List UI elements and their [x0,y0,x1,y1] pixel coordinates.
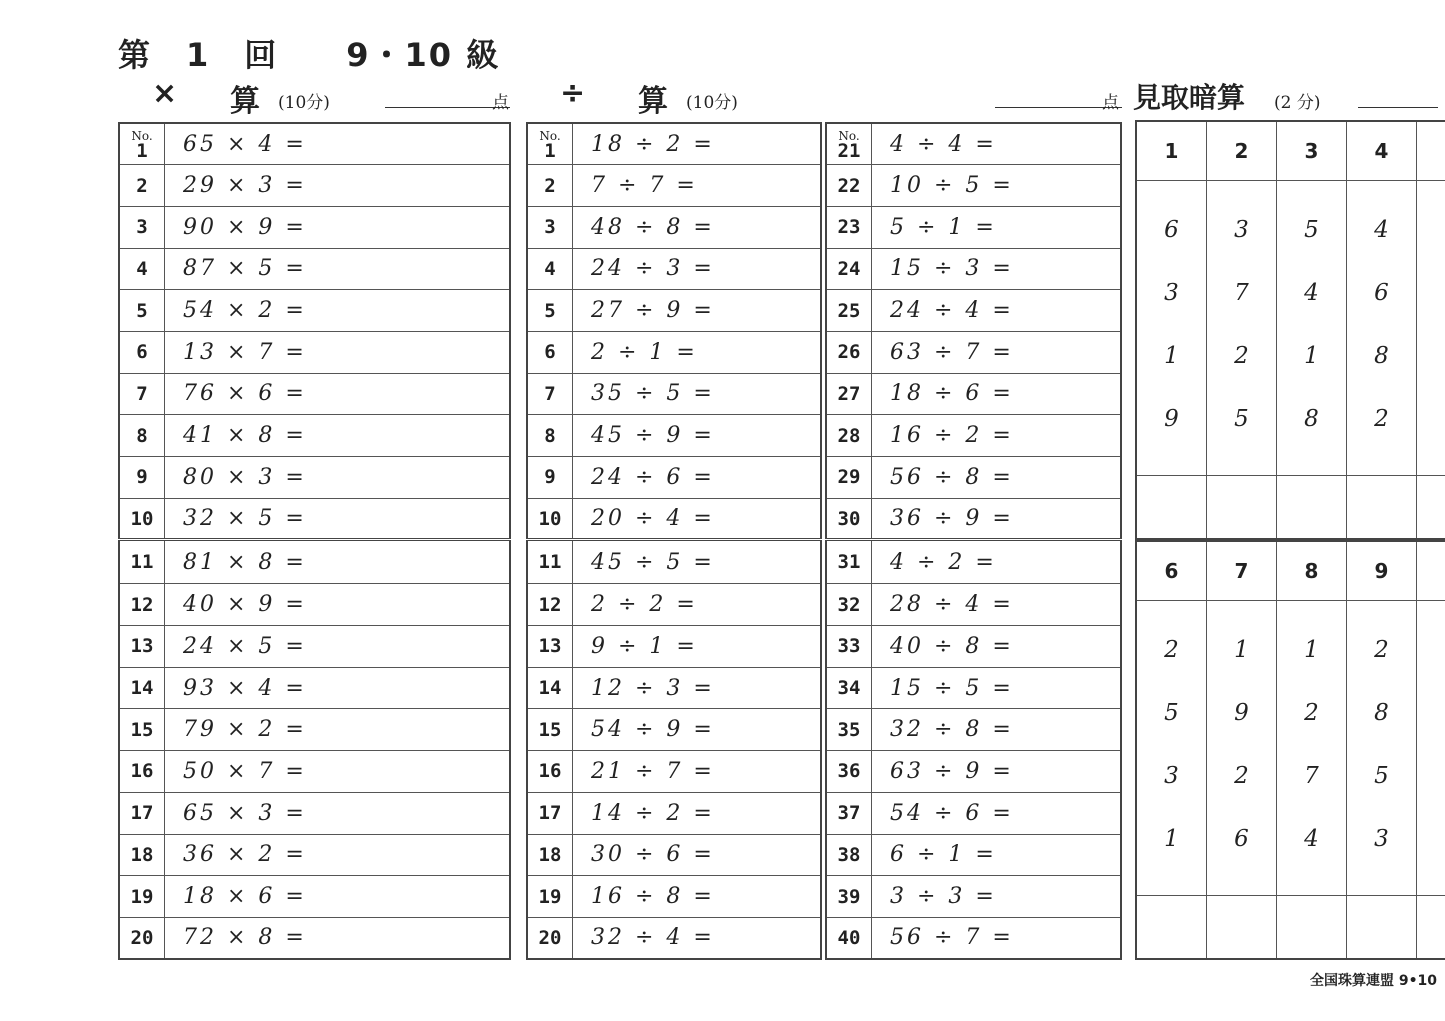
problem-number: 25 [826,290,872,332]
mental-answer-cell[interactable] [1277,896,1347,958]
problem-row [826,123,1121,165]
problem-number: 4 [119,248,165,290]
mental-column-values [1137,601,1207,895]
mental-value: 1 [1164,826,1179,852]
problem-number: 11 [527,540,573,584]
problem-expression[interactable]: 45 ÷ 9 = [573,415,822,457]
problem-row [527,165,821,207]
problem-row [826,584,1121,626]
problem-row [119,123,510,165]
problem-expression[interactable]: 65 × 4 = [165,123,511,165]
problem-row [527,373,821,415]
problem-number: 23 [826,206,872,248]
mental-value: 3 [1164,280,1179,306]
mental-column-number: 3 [1277,122,1347,180]
problem-row [527,457,821,499]
mental-column-values [1207,601,1277,895]
mental-answer-cell[interactable] [1347,476,1417,538]
problem-row [826,834,1121,876]
problem-row [527,626,821,668]
problem-expression[interactable]: 80 × 3 = [165,457,511,499]
problem-expression[interactable]: 63 ÷ 9 = [872,751,1122,793]
problem-expression[interactable]: 18 × 6 = [165,876,511,918]
problem-number: 22 [826,165,872,207]
problem-row [527,290,821,332]
mental-answer-cell[interactable] [1207,896,1277,958]
problem-row [826,206,1121,248]
mental-value: 4 [1304,280,1319,306]
problem-row [826,751,1121,793]
problem-number: 17 [119,792,165,834]
problem-row [826,498,1121,540]
problem-row [119,373,510,415]
problem-row [119,165,510,207]
mental-value: 3 [1374,826,1389,852]
problem-expression[interactable]: 79 × 2 = [165,709,511,751]
problem-expression[interactable]: 35 ÷ 5 = [573,373,822,415]
problem-row [119,917,510,959]
problem-expression[interactable]: 10 ÷ 5 = [872,165,1122,207]
problem-expression[interactable]: 90 × 9 = [165,206,511,248]
problem-row [119,540,510,584]
problem-expression[interactable]: 32 ÷ 4 = [573,917,822,959]
problem-expression[interactable]: 32 × 5 = [165,498,511,540]
mental-value: 3 [1234,217,1249,243]
problem-expression[interactable]: 81 × 8 = [165,540,511,584]
problem-number: 24 [826,248,872,290]
mental-column-number: 9 [1347,542,1417,600]
problem-expression[interactable]: 76 × 6 = [165,373,511,415]
problem-number: 40 [826,917,872,959]
problem-expression[interactable]: 56 ÷ 8 = [872,457,1122,499]
problem-number: No. 21 [826,123,872,165]
problem-number: 5 [119,290,165,332]
problem-expression[interactable]: 2 ÷ 1 = [573,331,822,373]
mental-column-values [1347,601,1417,895]
mental-grid-top [1135,120,1445,540]
problem-number: 15 [527,709,573,751]
problem-expression[interactable]: 32 ÷ 8 = [872,709,1122,751]
problem-number: 6 [119,331,165,373]
problem-row [527,792,821,834]
problem-expression[interactable]: 9 ÷ 1 = [573,626,822,668]
problem-number: 10 [119,498,165,540]
problem-expression[interactable]: 54 ÷ 6 = [872,792,1122,834]
problem-row [826,626,1121,668]
problem-row [119,248,510,290]
problem-row [119,709,510,751]
mental-partial-column [1417,542,1445,600]
problem-row [826,331,1121,373]
problem-row [119,290,510,332]
problem-number: 9 [527,457,573,499]
problem-number: No. 1 [119,123,165,165]
problem-expression[interactable]: 36 ÷ 9 = [872,498,1122,540]
problem-expression[interactable]: 24 ÷ 3 = [573,248,822,290]
problem-number: 16 [119,751,165,793]
problem-row [527,123,821,165]
problem-row [826,540,1121,584]
mental-answer-cell[interactable] [1137,476,1207,538]
mental-value: 3 [1164,763,1179,789]
problem-number: 20 [119,917,165,959]
problem-number: 19 [527,876,573,918]
problem-row [119,626,510,668]
division-symbol: ÷ [560,76,586,111]
problem-number: 28 [826,415,872,457]
problem-number: 27 [826,373,872,415]
mental-value: 1 [1304,637,1319,663]
no-label: No. [838,128,860,143]
problem-expression[interactable]: 18 ÷ 6 = [872,373,1122,415]
problem-number: 7 [119,373,165,415]
problem-number: 6 [527,331,573,373]
problem-expression[interactable]: 24 × 5 = [165,626,511,668]
problem-number: 38 [826,834,872,876]
problem-number: 18 [527,834,573,876]
problem-expression[interactable]: 15 ÷ 5 = [872,667,1122,709]
no-label: No. [539,128,561,143]
problem-row [527,540,821,584]
problem-expression[interactable]: 50 × 7 = [165,751,511,793]
problem-number: 8 [527,415,573,457]
problem-number: 32 [826,584,872,626]
mental-value: 1 [1164,343,1179,369]
mental-value: 2 [1374,637,1389,663]
problem-number: 8 [119,415,165,457]
mental-partial-column [1417,896,1445,958]
problem-row [527,584,821,626]
problem-number: 3 [527,206,573,248]
division-table-21-40 [825,122,1122,960]
mental-column-values [1277,601,1347,895]
problem-expression[interactable]: 7 ÷ 7 = [573,165,822,207]
problem-number: 34 [826,667,872,709]
problem-row [826,457,1121,499]
problem-row [119,331,510,373]
problem-expression[interactable]: 56 ÷ 7 = [872,917,1122,959]
mental-partial-column [1417,181,1445,475]
problem-expression[interactable]: 15 ÷ 3 = [872,248,1122,290]
problem-expression[interactable]: 48 ÷ 8 = [573,206,822,248]
mental-value: 4 [1304,826,1319,852]
problem-expression[interactable]: 65 × 3 = [165,792,511,834]
mental-value: 5 [1234,406,1249,432]
mental-partial-column [1417,122,1445,180]
problem-number: 39 [826,876,872,918]
mental-column-number: 8 [1277,542,1347,600]
mental-column-values [1277,181,1347,475]
problem-expression[interactable]: 93 × 4 = [165,667,511,709]
problem-number: 11 [119,540,165,584]
problem-row [826,373,1121,415]
mental-value: 9 [1234,700,1249,726]
division-table-1-20 [526,122,822,960]
mental-value: 1 [1234,637,1249,663]
problem-number: 12 [119,584,165,626]
page-title: 第 1 回 9・10 級 [118,36,501,74]
problem-number: No. 1 [527,123,573,165]
problem-row [826,792,1121,834]
problem-expression[interactable]: 16 ÷ 2 = [872,415,1122,457]
mental-answer-cell[interactable] [1347,896,1417,958]
problem-expression[interactable]: 54 ÷ 9 = [573,709,822,751]
problem-expression[interactable]: 45 ÷ 5 = [573,540,822,584]
problem-number: 10 [527,498,573,540]
mental-column-number: 7 [1207,542,1277,600]
problem-number: 14 [119,667,165,709]
problem-row [527,415,821,457]
problem-expression[interactable]: 72 × 8 = [165,917,511,959]
mental-value: 7 [1234,280,1249,306]
mental-grid-bottom [1135,540,1445,960]
mental-value: 6 [1374,280,1389,306]
problem-number: 30 [826,498,872,540]
problem-expression[interactable]: 28 ÷ 4 = [872,584,1122,626]
mental-answer-cell[interactable] [1277,476,1347,538]
problem-number: 31 [826,540,872,584]
problem-number: 14 [527,667,573,709]
mental-value: 2 [1234,343,1249,369]
problem-row [119,792,510,834]
problem-row [527,206,821,248]
problem-expression[interactable]: 87 × 5 = [165,248,511,290]
problem-expression[interactable]: 3 ÷ 3 = [872,876,1122,918]
problem-number: 20 [527,917,573,959]
mental-time: (2 分) [1274,93,1321,113]
problem-expression[interactable]: 36 × 2 = [165,834,511,876]
problem-number: 12 [527,584,573,626]
problem-expression[interactable]: 16 ÷ 8 = [573,876,822,918]
problem-number: 7 [527,373,573,415]
multiplication-table [118,122,511,960]
problem-row [527,876,821,918]
problem-number: 3 [119,206,165,248]
mental-partial-column [1417,601,1445,895]
mental-partial-column [1417,476,1445,538]
problem-row [527,917,821,959]
mental-answer-cell[interactable] [1137,896,1207,958]
problem-row [826,876,1121,918]
mental-column-values [1347,181,1417,475]
mental-value: 2 [1234,763,1249,789]
problem-expression[interactable]: 18 ÷ 2 = [573,123,822,165]
problem-row [119,206,510,248]
problem-expression[interactable]: 12 ÷ 3 = [573,667,822,709]
problem-row [119,584,510,626]
problem-number: 13 [119,626,165,668]
problem-expression[interactable]: 40 ÷ 8 = [872,626,1122,668]
problem-expression[interactable]: 30 ÷ 6 = [573,834,822,876]
problem-number: 9 [119,457,165,499]
mental-column-number: 1 [1137,122,1207,180]
problem-row [826,415,1121,457]
problem-expression[interactable]: 24 ÷ 6 = [573,457,822,499]
problem-expression[interactable]: 13 × 7 = [165,331,511,373]
problem-expression[interactable]: 29 × 3 = [165,165,511,207]
problem-expression[interactable]: 40 × 9 = [165,584,511,626]
mental-value: 8 [1304,406,1319,432]
mental-answer-cell[interactable] [1207,476,1277,538]
division-time: (10分) [686,93,738,113]
problem-row [826,290,1121,332]
problem-number: 13 [527,626,573,668]
problem-expression[interactable]: 5 ÷ 1 = [872,206,1122,248]
multiplication-heading: 算 [230,84,260,119]
problem-number: 37 [826,792,872,834]
problem-number: 29 [826,457,872,499]
problem-number: 36 [826,751,872,793]
problem-expression[interactable]: 41 × 8 = [165,415,511,457]
mental-score-line[interactable] [1358,107,1438,108]
problem-row [826,165,1121,207]
problem-row [119,751,510,793]
mental-value: 8 [1374,343,1389,369]
multiplication-time: (10分) [278,93,330,113]
problem-row [119,667,510,709]
mental-column-values [1137,181,1207,475]
problem-number: 2 [527,165,573,207]
problem-row [826,709,1121,751]
problem-expression[interactable]: 21 ÷ 7 = [573,751,822,793]
problem-number: 19 [119,876,165,918]
no-label: No. [131,128,153,143]
problem-number: 2 [119,165,165,207]
problem-expression[interactable]: 63 ÷ 7 = [872,331,1122,373]
problem-expression[interactable]: 14 ÷ 2 = [573,792,822,834]
problem-row [119,876,510,918]
problem-number: 35 [826,709,872,751]
problem-expression[interactable]: 6 ÷ 1 = [872,834,1122,876]
problem-expression[interactable]: 20 ÷ 4 = [573,498,822,540]
mental-column-number: 6 [1137,542,1207,600]
mental-column-values [1207,181,1277,475]
mental-value: 1 [1304,343,1319,369]
problem-row [119,457,510,499]
problem-expression[interactable]: 4 ÷ 4 = [872,123,1122,165]
problem-row [119,498,510,540]
problem-row [826,667,1121,709]
problem-row [119,834,510,876]
problem-number: 18 [119,834,165,876]
mental-value: 6 [1234,826,1249,852]
mental-heading: 見取暗算 [1133,81,1246,114]
multiplication-symbol: × [152,76,178,111]
problem-expression[interactable]: 27 ÷ 9 = [573,290,822,332]
problem-expression[interactable]: 2 ÷ 2 = [573,584,822,626]
problem-row [527,331,821,373]
division-heading: 算 [638,84,668,119]
problem-row [527,751,821,793]
mental-value: 2 [1374,406,1389,432]
problem-row [826,917,1121,959]
mental-value: 5 [1374,763,1389,789]
multiplication-score-label: 点 [492,93,509,113]
mental-value: 6 [1164,217,1179,243]
mental-value: 4 [1374,217,1389,243]
problem-row [527,248,821,290]
mental-value: 9 [1164,406,1179,432]
mental-column-number: 4 [1347,122,1417,180]
problem-row [527,709,821,751]
division-score-label: 点 [1102,93,1119,113]
problem-expression[interactable]: 4 ÷ 2 = [872,540,1122,584]
problem-number: 5 [527,290,573,332]
problem-row [119,415,510,457]
problem-row [527,498,821,540]
problem-number: 16 [527,751,573,793]
problem-expression[interactable]: 54 × 2 = [165,290,511,332]
problem-row [527,834,821,876]
problem-expression[interactable]: 24 ÷ 4 = [872,290,1122,332]
mental-value: 8 [1374,700,1389,726]
problem-row [826,248,1121,290]
problem-number: 17 [527,792,573,834]
problem-number: 4 [527,248,573,290]
footer-label: 全国珠算連盟 9•10 [1309,973,1437,989]
mental-value: 2 [1164,637,1179,663]
problem-row [527,667,821,709]
problem-number: 33 [826,626,872,668]
problem-number: 15 [119,709,165,751]
mental-value: 5 [1164,700,1179,726]
mental-value: 2 [1304,700,1319,726]
problem-number: 26 [826,331,872,373]
mental-column-number: 2 [1207,122,1277,180]
mental-value: 5 [1304,217,1319,243]
mental-value: 7 [1304,763,1319,789]
